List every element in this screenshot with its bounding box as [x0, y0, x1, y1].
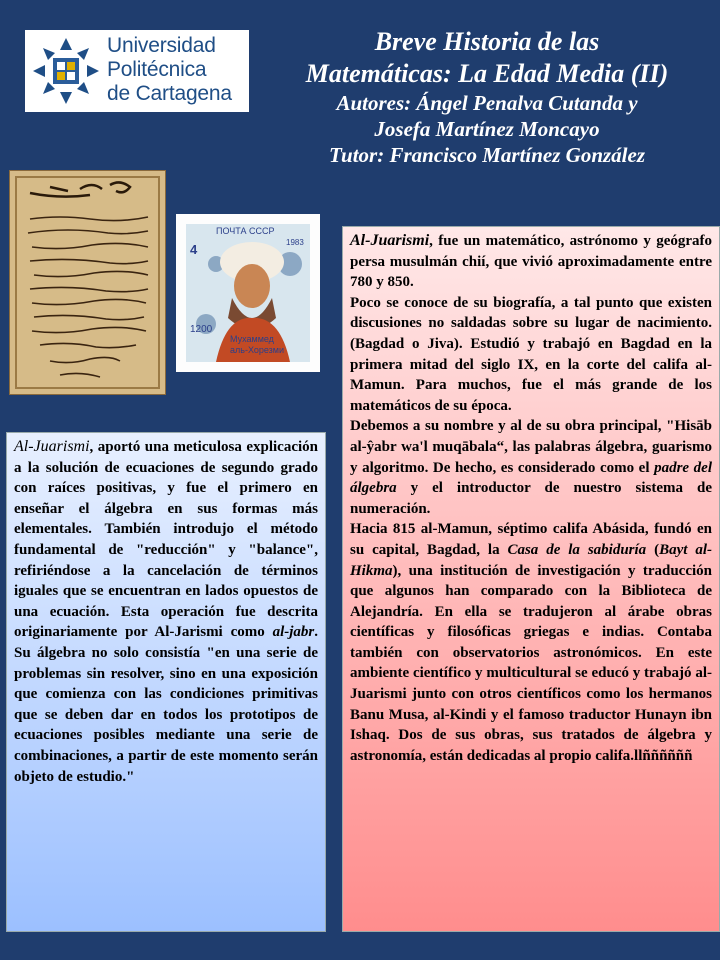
authors-line-2: Josefa Martínez Moncayo	[374, 117, 600, 141]
bio-paragraph-3-a: Debemos a su nombre y al de su obra principal, "Hisāb al-ŷabr wa'l muqābala“, las palabras álgebra, guarismo y algoritmo. De hecho, es considerado como el	[350, 418, 712, 476]
stamp-year: 1983	[286, 238, 304, 247]
bio-paragraph-4-b: (	[646, 541, 660, 558]
bio-paragraph-2: Poco se conoce de su biografía, a tal punto que existen discusiones no saldadas sobre su lugar de nacimiento. (Bagdad o Jiva). Estudió y trabajó en Bagdad en la primera mitad del siglo IX, en la corte del califa al-Mamun. Para muchos, fue el más grande de los matemáticos de su época.	[350, 294, 712, 414]
stamp-value: 4	[190, 242, 198, 257]
upct-emblem-icon	[31, 36, 101, 106]
title-line-1: Breve Historia de las	[374, 27, 600, 56]
tutor-line: Tutor: Francisco Martínez González	[328, 143, 645, 167]
postage-stamp-image	[176, 214, 320, 372]
algebra-text-box	[6, 432, 326, 932]
bio-paragraph-3	[350, 416, 712, 519]
bio-paragraph-4	[350, 519, 712, 766]
biography-text-box	[342, 226, 720, 932]
algebra-paragraph	[14, 437, 318, 787]
poster-title	[262, 26, 712, 168]
algebra-text-2: . Su álgebra no solo consistía "en una serie de problemas sin resolver, sino en una exposición que comienza con las condiciones primitivas que se deben dar en todos los prototipos de ecuaciones posibles mediante una serie de combinaciones, a partir de este momento serán objeto de estudio."	[14, 624, 318, 785]
bio-paragraph-3-b: y el introductor de nuestro sistema de numeración.	[350, 480, 712, 517]
logo-text	[107, 34, 232, 106]
bio-name: Al-Juarismi	[350, 232, 430, 249]
bio-paragraph-4-c: ), una institución de investigación y traducción que algunos han comparado con la Biblioteca de Alejandría. En ella se tradujeron al árabe obras científicas y filosóficas griegas e indias. Contaba también con observatorios astronómicos. En este ambiente científico y multicultural se educó y trabajó al-Juarismi junto con otros científicos como los hermanos Banu Musa, al-Kindi y el famoso traductor Hunayn ibn Ishaq. Dos de sus obras, sus tratados de álgebra y astronomía, están dedicadas al propio califa.llññññññ	[350, 562, 712, 764]
algebra-italic: al-jabr	[272, 624, 315, 641]
stamp-portrait	[186, 224, 310, 362]
bio-paragraph-4-italic-1: Casa de la sabiduría	[507, 541, 647, 558]
stamp-caption-2: аль-Хорезми	[230, 345, 285, 355]
authors-line-1: Autores: Ángel Penalva Cutanda y	[336, 91, 638, 115]
university-logo	[25, 30, 249, 112]
stamp-caption-1: Мухаммед	[230, 334, 274, 344]
stamp-denomination: 1200	[190, 324, 213, 335]
stamp-top-text: ПОЧТА СССР	[216, 226, 275, 236]
bio-paragraph-1-text: , fue un matemático, astrónomo y geógrafo persa musulmán chií, que vivió aproximadamente entre 780 y 850.	[350, 233, 712, 291]
bio-paragraph-1	[350, 231, 712, 293]
bio-paragraph-4-a: Hacia 815 al-Mamun, séptimo califa Abásida, fundó en su capital, Bagdad, la	[350, 521, 712, 558]
bio-paragraph-4-italic-2: Bayt al-Hikma	[350, 541, 712, 579]
logo-line-3: de Cartagena	[107, 82, 232, 105]
logo-line-2: Politécnica	[107, 58, 207, 81]
arabic-manuscript-image	[9, 170, 166, 395]
logo-line-1: Universidad	[107, 34, 216, 57]
algebra-text-1: , aportó una meticulosa explicación a la solución de ecuaciones de segundo grado con raíces positivas, y fue el primero en enseñar el álgebra en sus formas más elementales. También introdujo el método fundamental de "reducción" y "balance", refiriéndose a la cancelación de términos iguales que se encuentran en lados opuestos de una ecuación. Esta operación fue descrita originariamente por Al-Jarismi como	[14, 439, 318, 641]
bio-paragraph-3-italic: padre del álgebra	[350, 459, 712, 497]
title-line-2: Matemáticas: La Edad Media (II)	[305, 59, 669, 88]
algebra-name: Al-Juarismi	[14, 438, 90, 455]
